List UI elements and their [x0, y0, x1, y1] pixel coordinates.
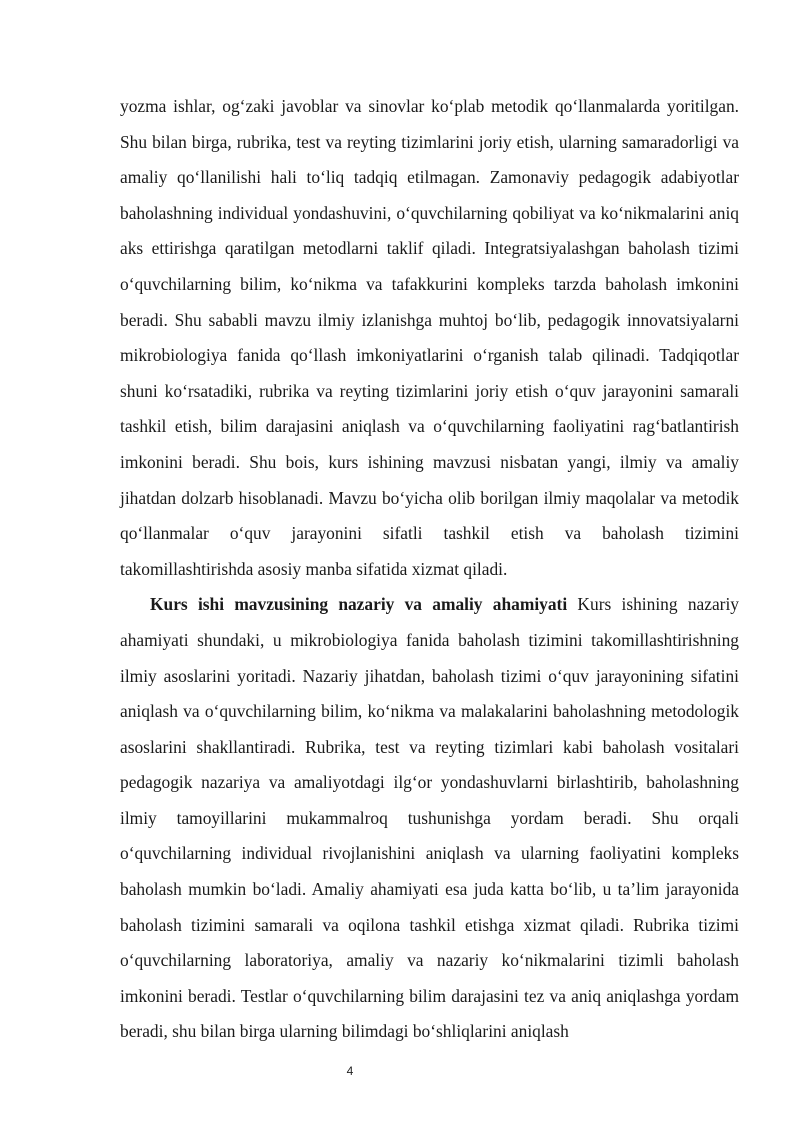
paragraph-1: yozma ishlar, og‘zaki javoblar va sinovlar ko‘plab metodik qo‘llanmalarda yoritilgan. Shu bilan birga, rubrika, test va reyting tizimlarini joriy etish, ularning samaradorligi va amaliy qo‘llanilishi hali to‘liq tadqiq etilmagan. Zamonaviy pedagogik adabiyotlar baholashning individual yondashuvini, o‘quvchilarning qobiliyat va ko‘nikmalarini aniq aks ettirishga qaratilgan metodlarni taklif qiladi. Integratsiyalashgan baholash tizimi o‘quvchilarning bilim, ko‘nikma va tafakkurini kompleks tarzda baholash imkonini beradi. Shu sababli mavzu ilmiy izlanishga muhtoj bo‘lib, pedagogik innovatsiyalarni mikrobiologiya fanida qo‘llash imkoniyatlarini o‘rganish talab qilinadi. Tadqiqotlar shuni ko‘rsatadiki, rubrika va reyting tizimlarini joriy etish o‘quv jarayonini samarali tashkil etish, bilim darajasini aniqlash va o‘quvchilarning faoliyatini rag‘batlantirish imkonini beradi. Shu bois, kurs ishining mavzusi nisbatan yangi, ilmiy va amaliy jihatdan dolzarb hisoblanadi. Mavzu bo‘yicha olib borilgan ilmiy maqolalar va metodik qo‘llanmalar o‘quv jarayonini sifatli tashkil etish va baholash tizimini takomillashtirishda asosiy manba sifatida xizmat qiladi.	[120, 96, 739, 579]
section-heading: Kurs ishi mavzusining nazariy va amaliy ahamiyati	[150, 594, 568, 615]
paragraph-2-text: Kurs ishining nazariy ahamiyati shundaki, u mikrobiologiya fanida baholash tizimini takomillashtirishning ilmiy asoslarini yoritadi. Nazariy jihatdan, baholash tizimi o‘quv jarayonining sifatini aniqlash va o‘quvchilarning bilim, ko‘nikma va malakalarini baholashning metodologik asoslarini shakllantiradi. Rubrika, test va reyting tizimlari kabi baholash vositalari pedagogik nazariya va amaliyotdagi ilg‘or yondashuvlarni birlashtirib, baholashning ilmiy tamoyillarini mukammalroq tushunishga yordam beradi. Shu orqali o‘quvchilarning individual rivojlanishini aniqlash va ularning faoliyatini kompleks baholash mumkin bo‘ladi. Amaliy ahamiyati esa juda katta bo‘lib, u ta’lim jarayonida baholash tizimini samarali va oqilona tashkil etishga xizmat qiladi. Rubrika tizimi o‘quvchilarning laboratoriya, amaliy va nazariy ko‘nikmalarini tizimli baholash imkonini beradi. Testlar o‘quvchilarning bilim darajasini tez va aniq aniqlashga yordam beradi, shu bilan birga ularning bilimdagi bo‘shliqlarini aniqlash	[120, 594, 739, 1042]
body-text	[120, 89, 739, 1050]
paragraph-2	[120, 587, 739, 1050]
page-number: 4	[346, 1064, 354, 1078]
